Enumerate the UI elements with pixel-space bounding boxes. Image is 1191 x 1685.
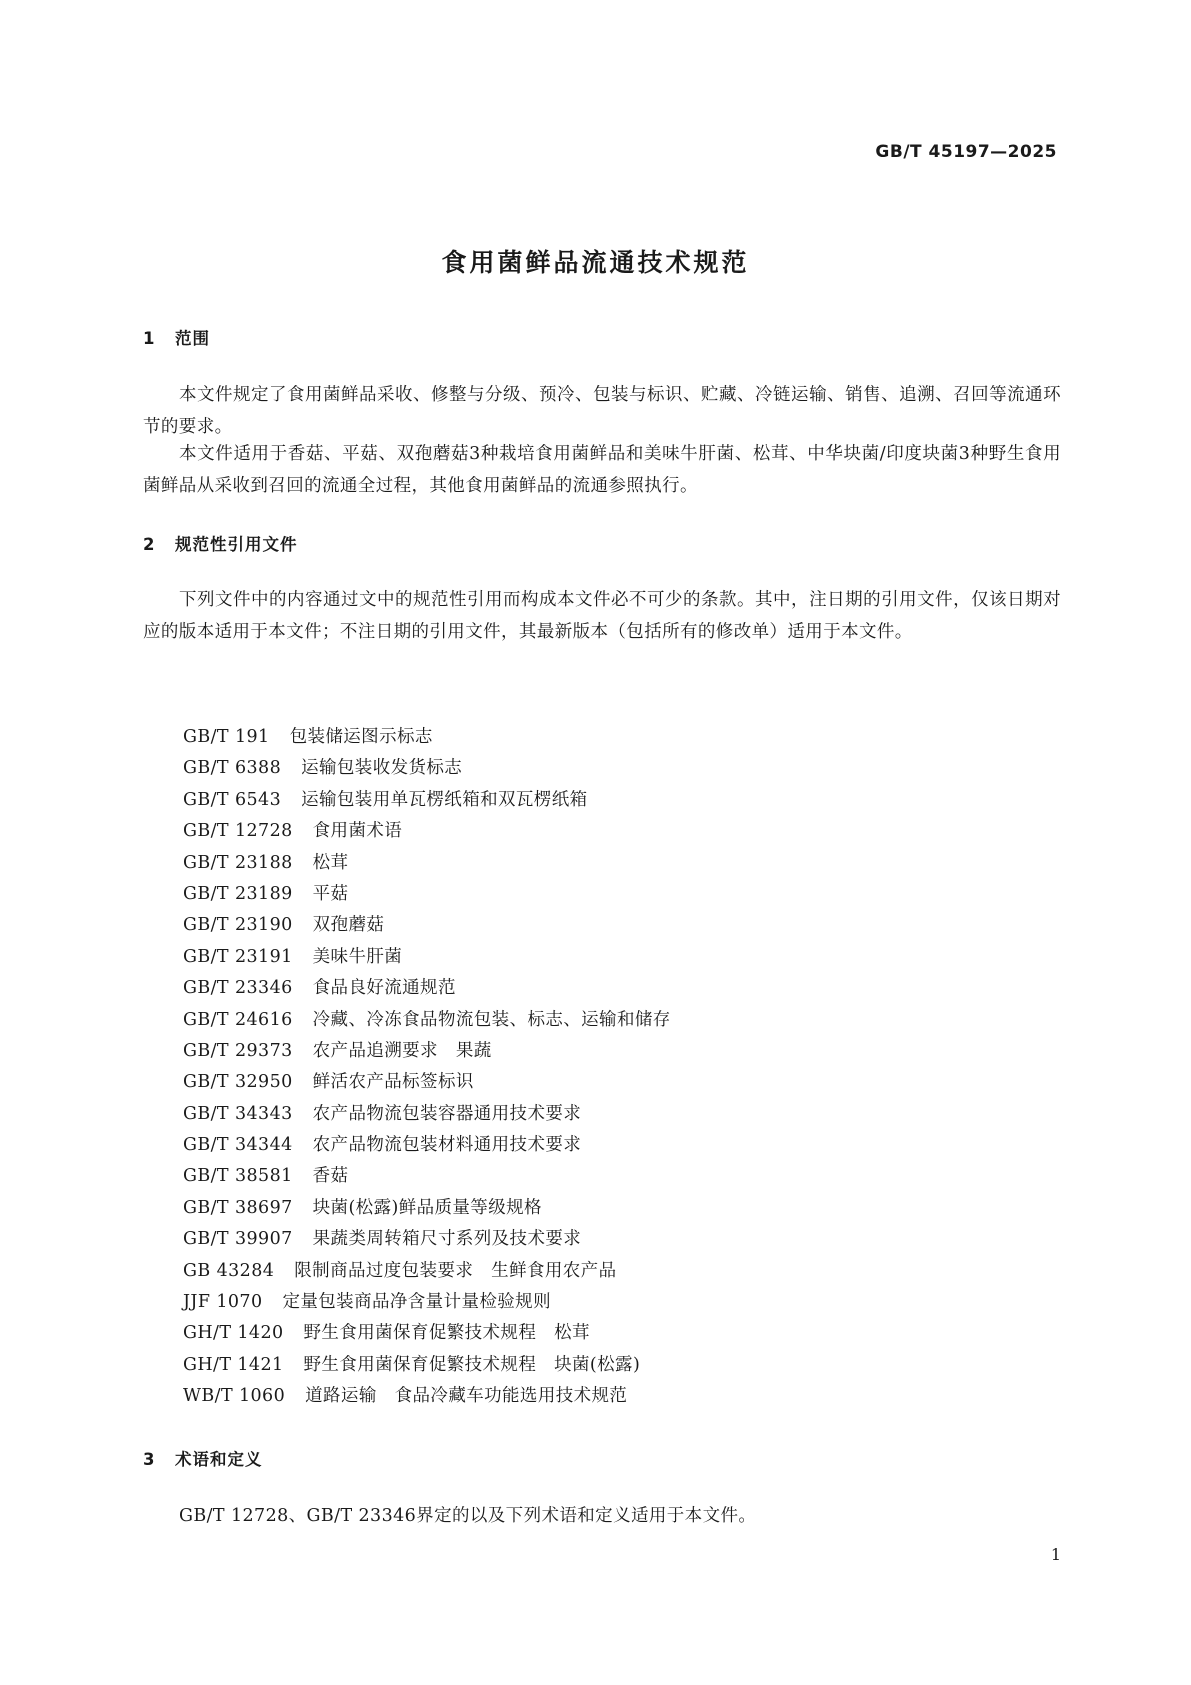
reference-title: 野生食用菌保育促繁技术规程 松茸	[303, 1323, 590, 1344]
reference-code: GB/T 23190	[183, 915, 293, 936]
scope-paragraph-1: 本文件规定了食用菌鲜品采收、修整与分级、预冷、包装与标识、贮藏、冷链运输、销售、追溯、召回等流通环节的要求。	[143, 385, 1061, 437]
reference-title: 块菌(松露)鲜品质量等级规格	[312, 1197, 542, 1218]
section-heading-terms	[143, 1446, 263, 1470]
reference-title: 双孢蘑菇	[312, 915, 385, 936]
reference-item	[183, 910, 671, 941]
section-title: 术语和定义	[175, 1450, 263, 1469]
reference-title: 包装储运图示标志	[289, 727, 433, 747]
reference-code: GH/T 1421	[183, 1354, 284, 1375]
reference-item	[183, 816, 671, 847]
reference-title: 平菇	[312, 883, 349, 904]
standard-code: GB/T 45197—2025	[875, 142, 1057, 162]
reference-item	[183, 1005, 671, 1036]
reference-code: JJF 1070	[183, 1292, 263, 1313]
reference-code: GB/T 23188	[183, 852, 293, 873]
reference-item	[183, 973, 671, 1004]
reference-item	[183, 1256, 671, 1287]
reference-title: 定量包装商品净含量计量检验规则	[282, 1292, 551, 1313]
reference-title: 鲜活农产品标签标识	[312, 1072, 474, 1093]
reference-item	[183, 1099, 671, 1130]
reference-code: GB/T 39907	[183, 1229, 293, 1250]
reference-code: GB/T 34343	[183, 1103, 293, 1124]
reference-code: GH/T 1420	[183, 1323, 284, 1344]
reference-title: 农产品物流包装材料通用技术要求	[312, 1135, 582, 1156]
terms-paragraph: GB/T 12728、GB/T 23346界定的以及下列术语和定义适用于本文件。	[179, 1506, 757, 1526]
reference-item	[183, 1067, 671, 1098]
reference-item	[183, 848, 671, 879]
reference-code: GB/T 12728	[183, 821, 293, 842]
reference-title: 香菇	[312, 1166, 349, 1187]
reference-item	[183, 1193, 671, 1224]
reference-code: GB 43284	[183, 1260, 275, 1281]
reference-code: GB/T 6388	[183, 758, 282, 779]
reference-code: GB/T 23191	[183, 946, 293, 967]
reference-item	[183, 722, 671, 753]
reference-title: 运输包装收发货标志	[301, 758, 463, 779]
section-number: 1	[143, 329, 156, 348]
reference-item	[183, 1224, 671, 1255]
reference-title: 冷藏、冷冻食品物流包装、标志、运输和储存	[312, 1009, 671, 1030]
reference-item	[183, 1350, 671, 1381]
reference-item	[183, 1287, 671, 1318]
reference-item	[183, 1161, 671, 1192]
reference-code: GB/T 23346	[183, 978, 293, 999]
reference-code: GB/T 23189	[183, 883, 293, 904]
reference-code: GB/T 29373	[183, 1040, 293, 1061]
reference-title: 道路运输 食品冷藏车功能选用技术规范	[305, 1386, 628, 1407]
page-number: 1	[1050, 1545, 1061, 1564]
reference-item	[183, 753, 671, 784]
section-number: 3	[143, 1450, 156, 1469]
reference-code: GB/T 24616	[183, 1009, 293, 1030]
reference-title: 野生食用菌保育促繁技术规程 块菌(松露)	[303, 1354, 641, 1375]
reference-code: GB/T 191	[183, 727, 270, 747]
reference-code: GB/T 38581	[183, 1166, 293, 1187]
reference-title: 美味牛肝菌	[312, 946, 403, 967]
reference-item	[183, 879, 671, 910]
reference-title: 食品良好流通规范	[312, 978, 456, 999]
reference-title: 限制商品过度包装要求 生鲜食用农产品	[294, 1260, 617, 1281]
reference-title: 松茸	[312, 852, 349, 873]
reference-code: GB/T 6543	[183, 789, 282, 810]
document-title: 食用菌鲜品流通技术规范	[441, 248, 750, 277]
reference-title: 食用菌术语	[312, 821, 403, 842]
reference-title: 农产品追溯要求 果蔬	[312, 1040, 492, 1061]
reference-title: 农产品物流包装容器通用技术要求	[312, 1103, 582, 1124]
section-title: 范围	[175, 329, 210, 348]
section-heading-scope	[143, 325, 210, 349]
reference-code: GB/T 32950	[183, 1072, 293, 1093]
reference-title: 运输包装用单瓦楞纸箱和双瓦楞纸箱	[301, 789, 588, 810]
reference-code: WB/T 1060	[183, 1386, 286, 1407]
reference-item	[183, 1036, 671, 1067]
section-heading-normative-references	[143, 531, 298, 555]
section-title: 规范性引用文件	[175, 535, 298, 554]
reference-list	[183, 722, 671, 1413]
reference-item	[183, 785, 671, 816]
reference-item	[183, 1130, 671, 1161]
references-intro: 下列文件中的内容通过文中的规范性引用而构成本文件必不可少的条款。其中，注日期的引用文件，仅该日期对应的版本适用于本文件；不注日期的引用文件，其最新版本（包括所有的修改单）适用于本文件。	[143, 590, 1061, 642]
reference-item	[183, 1381, 671, 1412]
reference-item	[183, 1318, 671, 1349]
reference-code: GB/T 38697	[183, 1197, 293, 1218]
scope-paragraph-2: 本文件适用于香菇、平菇、双孢蘑菇3种栽培食用菌鲜品和美味牛肝菌、松茸、中华块菌/印度块菌3种野生食用菌鲜品从采收到召回的流通全过程，其他食用菌鲜品的流通参照执行。	[143, 444, 1061, 496]
reference-title: 果蔬类周转箱尺寸系列及技术要求	[312, 1229, 582, 1250]
reference-code: GB/T 34344	[183, 1135, 293, 1156]
section-number: 2	[143, 535, 156, 554]
reference-item	[183, 942, 671, 973]
